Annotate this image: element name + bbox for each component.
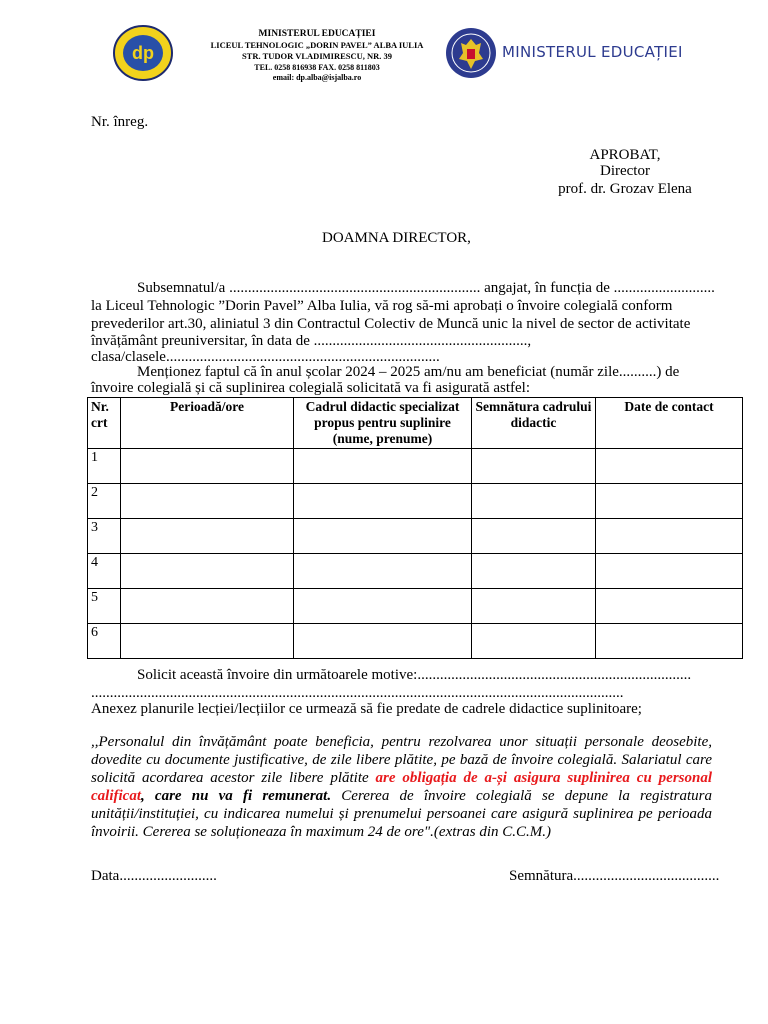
ccm-extract-quote [91, 733, 712, 841]
approval-role: Director [600, 163, 650, 179]
salutation: DOAMNA DIRECTOR, [322, 230, 471, 246]
column-header: Date de contact [596, 398, 743, 449]
teacher-cell[interactable] [294, 484, 472, 519]
row-number: 4 [88, 554, 121, 589]
row-number: 5 [88, 589, 121, 624]
signature-field[interactable]: Semnătura....................................... [509, 868, 720, 884]
contact-cell[interactable] [596, 589, 743, 624]
teacher-cell[interactable] [294, 554, 472, 589]
motives-line: .............................................................................................................................................. [91, 685, 624, 701]
government-seal-icon [445, 27, 497, 79]
column-header: Perioadă/ore [121, 398, 294, 449]
signature-cell[interactable] [472, 484, 596, 519]
contact-cell[interactable] [596, 519, 743, 554]
row-number: 6 [88, 624, 121, 659]
header-ministry: MINISTERUL EDUCAȚIEI [258, 29, 376, 39]
contact-cell[interactable] [596, 624, 743, 659]
teacher-cell[interactable] [294, 519, 472, 554]
signature-cell[interactable] [472, 519, 596, 554]
teacher-cell[interactable] [294, 589, 472, 624]
quote-text: Cererea de învoire colegială se depune la registratura unității/instituției, cu indicarea numelui și prenumelui persoanei care asigură suplinirea pe perioada învoirii. Cererea se soluționeaza în maximum 24 de ore".(extras din C.C.M.) [91, 788, 712, 840]
column-header: Semnătura cadrului didactic [472, 398, 596, 449]
quote-obligation-highlight: are obligația de a-și asigura suplinirea cu personal calificat [91, 770, 713, 804]
table-row [88, 484, 743, 519]
period-cell[interactable] [121, 589, 294, 624]
header-email: email: dp.alba@isjalba.ro [272, 73, 362, 82]
contact-cell[interactable] [596, 554, 743, 589]
table-header-row [88, 398, 743, 449]
header-phone-fax: TEL. 0258 816938 FAX. 0258 811803 [254, 63, 380, 72]
table-row [88, 554, 743, 589]
date-field[interactable]: Data.......................... [91, 868, 217, 884]
header-address: STR. TUDOR VLADIMIRESCU, NR. 39 [241, 51, 393, 61]
signature-cell[interactable] [472, 554, 596, 589]
ministry-logo-text: MINISTERUL EDUCAȚIEI [502, 43, 683, 61]
body-line: la Liceul Tehnologic ”Dorin Pavel” Alba Iulia, vă rog să-mi aprobați o învoire colegială conform [91, 298, 673, 314]
quote-text: ,,Personalul din învățământ poate beneficia, pentru rezolvarea unor situații personale deosebite, dovedite cu documente justificative, de zile libere plătite, pe bază de învoire colegială. Salariatul care solicită acordarea acestor zile libere plătite [91, 734, 712, 786]
body-line: Subsemnatul/a ................................................................... angajat, în funcția de ........................... [137, 280, 715, 296]
period-cell[interactable] [121, 484, 294, 519]
motives-line: Solicit această învoire din următoarele motive:......................................................................... [137, 667, 692, 683]
approval-label: APROBAT, [589, 147, 661, 163]
approval-name: prof. dr. Grozav Elena [558, 181, 692, 197]
body-line: prevederilor art.30, aliniatul 3 din Contractul Colectiv de Muncă unic la nivel de sector de activitate [91, 316, 691, 332]
quote-unpaid-note: , care nu va fi remunerat. [140, 788, 332, 804]
table-row [88, 624, 743, 659]
logo-initials: dp [132, 43, 154, 63]
body-line: Menționez faptul că în anul școlar 2024 – 2025 am/nu am beneficiat (număr zile..........) de [137, 364, 680, 380]
table-row [88, 589, 743, 624]
registration-number: Nr. înreg. [91, 114, 149, 130]
contact-cell[interactable] [596, 449, 743, 484]
column-header: Nr. crt [88, 398, 121, 449]
row-number: 1 [88, 449, 121, 484]
contact-cell[interactable] [596, 484, 743, 519]
body-line: clasa/clasele......................................................................... [91, 349, 440, 365]
row-number: 3 [88, 519, 121, 554]
period-cell[interactable] [121, 554, 294, 589]
table-row [88, 449, 743, 484]
column-header: Cadrul didactic specializat propus pentru suplinire (nume, prenume) [294, 398, 472, 449]
signature-cell[interactable] [472, 589, 596, 624]
header-school-name: LICEUL TEHNOLOGIC „DORIN PAVEL” ALBA IULIA [210, 40, 424, 50]
body-line: învoire colegială și că suplinirea colegială solicitată va fi asigurată astfel: [91, 380, 530, 396]
period-cell[interactable] [121, 519, 294, 554]
teacher-cell[interactable] [294, 449, 472, 484]
signature-cell[interactable] [472, 624, 596, 659]
substitution-table [87, 397, 743, 659]
row-number: 2 [88, 484, 121, 519]
attachments-note: Anexez planurile lecției/lecțiilor ce urmează să fie predate de cadrele didactice suplinitoare; [91, 701, 642, 717]
school-logo [112, 24, 174, 82]
period-cell[interactable] [121, 624, 294, 659]
period-cell[interactable] [121, 449, 294, 484]
teacher-cell[interactable] [294, 624, 472, 659]
signature-cell[interactable] [472, 449, 596, 484]
body-line: învățământ preuniversitar, în data de ........................................................., [91, 333, 532, 349]
table-row [88, 519, 743, 554]
